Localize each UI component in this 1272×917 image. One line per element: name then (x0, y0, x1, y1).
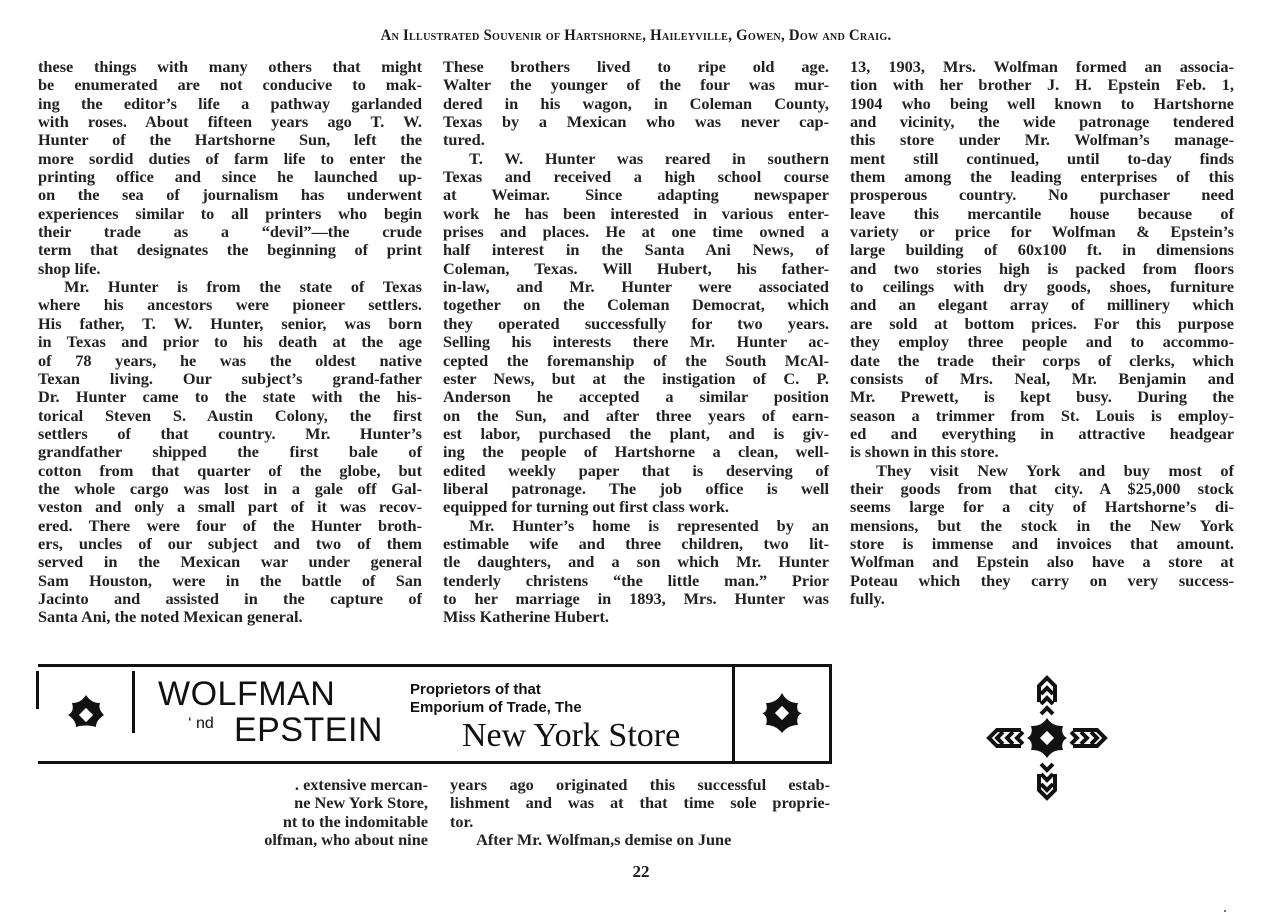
diamond-ornament-icon (64, 691, 108, 735)
text-column-continued-left (196, 776, 428, 849)
text-line: Coleman, Texas. Will Hubert, his father- (443, 258, 829, 278)
text-line: grandfather shipped the first bale of (38, 442, 422, 462)
text-line: lishment and was at that time sole proprie- (450, 793, 830, 813)
text-line: on the sea of journalism has underwent (38, 185, 422, 205)
text-line: in Texas and prior to his death at the age (38, 332, 422, 352)
ad-divider-right (732, 667, 735, 761)
text-column-1 (38, 58, 422, 627)
text-line: tion with her brother J. H. Epstein Feb. 1, (850, 75, 1234, 95)
text-line: this store under Mr. Wolfman’s manage- (850, 130, 1234, 150)
text-line: where his ancestors were pioneer settlers. (38, 295, 422, 315)
ad-name-wolfman: WOLFMAN (158, 675, 336, 713)
text-line: Poteau which they carry on very success- (850, 570, 1234, 590)
text-line: tured. (443, 130, 485, 150)
text-line: tenderly christens “the little man.” Prior (443, 570, 829, 590)
running-header: An Illustrated Souvenir of Hartshorne, Haileyville, Gowen, Dow and Craig. (380, 27, 892, 44)
text-line: . extensive mercan- (294, 775, 428, 794)
text-line: prises and places. He at one time owned a (443, 222, 829, 242)
text-line: T. W. Hunter was reared in southern (469, 148, 829, 168)
text-line: and vicinity, the wide patronage tendered (850, 112, 1234, 132)
text-line: them among the leading enterprises of this (850, 167, 1234, 187)
text-line: half interest in the Santa Ani News, of (443, 240, 829, 260)
text-line: estimable wife and three children, two lit- (443, 533, 829, 553)
text-line: Texas and received a high school course (443, 167, 829, 187)
text-line: tor. (450, 811, 474, 831)
text-line: they employ three people and to accommo- (850, 332, 1234, 352)
text-column-continued-right (450, 776, 830, 849)
text-line: ne New York Store, (294, 793, 428, 813)
text-line: at Weimar. Since adapting newspaper (443, 185, 829, 205)
text-line: Walter the younger of the four was mur- (443, 75, 829, 95)
text-line: veston and only a small part of it was recov- (38, 497, 422, 517)
text-line: on the Sun, and after three years of earn- (443, 405, 829, 425)
paragraph (450, 776, 830, 831)
text-line: prosperous country. No purchaser need (850, 185, 1234, 205)
text-line: Selling his interests there Mr. Hunter ac- (443, 332, 829, 352)
text-line: experiences similar to all printers who begin (38, 203, 422, 223)
ad-tagline-line-1: Proprietors of that (410, 681, 541, 698)
text-line: seems large for a city of Hartshorne’s di- (850, 497, 1234, 517)
text-line: the whole cargo was lost in a gale off Gal- (38, 478, 422, 498)
ad-divider-left (132, 671, 135, 733)
text-line: edited weekly paper that is deserving of (443, 460, 829, 480)
text-line: term that designates the beginning of print (38, 240, 422, 260)
text-line: their trade as a “devil”—the crude (38, 222, 422, 242)
text-line: est labor, purchased the plant, and is giv- (443, 423, 829, 443)
text-line: are sold at bottom prices. For this purpose (850, 313, 1234, 333)
text-line: cepted the foremanship of the South McAl- (443, 350, 829, 370)
text-line: large building of 60x100 ft. in dimensions (850, 240, 1234, 260)
wheat-cross-ornament-icon (985, 672, 1110, 802)
text-line: Mr. Prewett, is kept busy. During the (850, 387, 1234, 407)
diamond-ornament-icon (760, 691, 804, 735)
text-line: ing the people of Hartshorne a clean, well- (443, 442, 829, 462)
text-line: with roses. About fifteen years ago T. W. (38, 112, 422, 132)
text-line: fully. (850, 588, 885, 608)
ad-store-name: New York Store (462, 717, 681, 754)
text-line: nt to the indomitable (282, 811, 428, 831)
paragraph (38, 58, 422, 278)
ad-right-border (829, 664, 832, 764)
text-line: they operated successfully for two years. (443, 313, 829, 333)
text-line: and two stories high is packed from floors (850, 258, 1234, 278)
text-line: date the trade their corps of clerks, which (850, 350, 1234, 370)
paragraph (38, 278, 422, 627)
text-line: Texan living. Our subject’s grand-father (38, 368, 422, 388)
paragraph (443, 58, 829, 150)
text-line: Santa Ani, the noted Mexican general. (38, 607, 303, 627)
text-line: ment still continued, until to-day finds (850, 148, 1234, 168)
text-line: Wolfman and Epstein also have a store at (850, 552, 1234, 572)
text-line: served in the Mexican war under general (38, 552, 422, 572)
text-line: equipped for turning out first class work. (443, 497, 730, 517)
text-line: After Mr. Wolfman,s demise on June (476, 830, 732, 850)
text-line: to ceilings with dry goods, shoes, furniture (850, 277, 1234, 297)
text-line: His father, T. W. Hunter, senior, was born (38, 313, 422, 333)
text-line: settlers of that country. Mr. Hunter’s (38, 423, 422, 443)
paragraph (850, 58, 1234, 462)
text-column-2 (443, 58, 829, 627)
text-line: Dr. Hunter came to the state with the his- (38, 387, 422, 407)
ad-tagline-line-2: Emporium of Trade, The (410, 699, 582, 716)
ad-left-border (36, 671, 39, 709)
text-line: and an elegant array of millinery which (850, 295, 1234, 315)
print-speck (1224, 910, 1226, 912)
advertisement-box (38, 664, 832, 764)
text-line: ers, uncles of our subject and two of them (38, 533, 422, 553)
paragraph (443, 517, 829, 627)
text-line: variety or price for Wolfman & Epstein’s (850, 222, 1234, 242)
text-line: torical Steven S. Austin Colony, the first (38, 405, 422, 425)
text-line: Anderson he accepted a similar position (443, 387, 829, 407)
text-line: Mr. Hunter’s home is represented by an (469, 515, 829, 535)
text-line: They visit New York and buy most of (876, 460, 1234, 480)
text-column-3 (850, 58, 1234, 608)
text-line: dered in his wagon, in Coleman County, (443, 93, 829, 113)
text-line: shop life. (38, 258, 101, 278)
text-line: liberal patronage. The job office is well (443, 478, 829, 498)
text-line: Miss Katherine Hubert. (443, 607, 609, 627)
text-line: work he has been interested in various enter- (443, 203, 829, 223)
text-line: is shown in this store. (850, 442, 999, 462)
text-line: Hunter of the Hartshorne Sun, left the (38, 130, 422, 150)
text-line: ester News, but at the instigation of C. P. (443, 368, 829, 388)
ad-name-epstein: EPSTEIN (234, 711, 383, 749)
text-line: ed and everything in attractive headgear (850, 423, 1234, 443)
text-line: Sam Houston, were in the battle of San (38, 570, 422, 590)
text-line: ered. There were four of the Hunter broth- (38, 515, 422, 535)
text-line: tle daughters, and a son which Mr. Hunter (443, 552, 829, 572)
text-line: of 78 years, he was the oldest native (38, 350, 422, 370)
text-line: olfman, who about nine (264, 830, 428, 850)
text-line: consists of Mrs. Neal, Mr. Benjamin and (850, 368, 1234, 388)
paragraph (196, 776, 428, 849)
text-line: season a trimmer from St. Louis is employ- (850, 405, 1234, 425)
text-line: Jacinto and assisted in the capture of (38, 588, 422, 608)
ad-tagline (410, 681, 582, 717)
text-line: leave this mercantile house because of (850, 203, 1234, 223)
text-line: printing office and since he launched up- (38, 167, 422, 187)
text-line: their goods from that city. A $25,000 stock (850, 478, 1234, 498)
ad-name-and: ‘ nd (188, 715, 214, 732)
paragraph (850, 462, 1234, 609)
text-line: 13, 1903, Mrs. Wolfman formed an associa- (850, 57, 1234, 76)
text-line: These brothers lived to ripe old age. (443, 57, 829, 76)
text-line: years ago originated this successful estab- (450, 775, 830, 794)
text-line: in-law, and Mr. Hunter were associated (443, 277, 829, 297)
text-line: ing the editor’s life a pathway garlanded (38, 93, 422, 113)
text-line: store is immense and invoices that amount. (850, 533, 1234, 553)
text-line: more sordid duties of farm life to enter the (38, 148, 422, 168)
text-line: together on the Coleman Democrat, which (443, 295, 829, 315)
text-line: these things with many others that might (38, 57, 422, 76)
text-line: mensions, but the stock in the New York (850, 515, 1234, 535)
paragraph (450, 831, 830, 849)
text-line: cotton from that quarter of the globe, but (38, 460, 422, 480)
text-line: Mr. Hunter is from the state of Texas (64, 277, 422, 297)
text-line: be enumerated are not conducive to mak- (38, 75, 422, 95)
text-line: 1904 who being well known to Hartshorne (850, 93, 1234, 113)
paragraph (443, 150, 829, 517)
text-line: to her marriage in 1893, Mrs. Hunter was (443, 588, 829, 608)
text-line: Texas by a Mexican who was never cap- (443, 112, 829, 132)
page-number: 22 (632, 862, 650, 881)
